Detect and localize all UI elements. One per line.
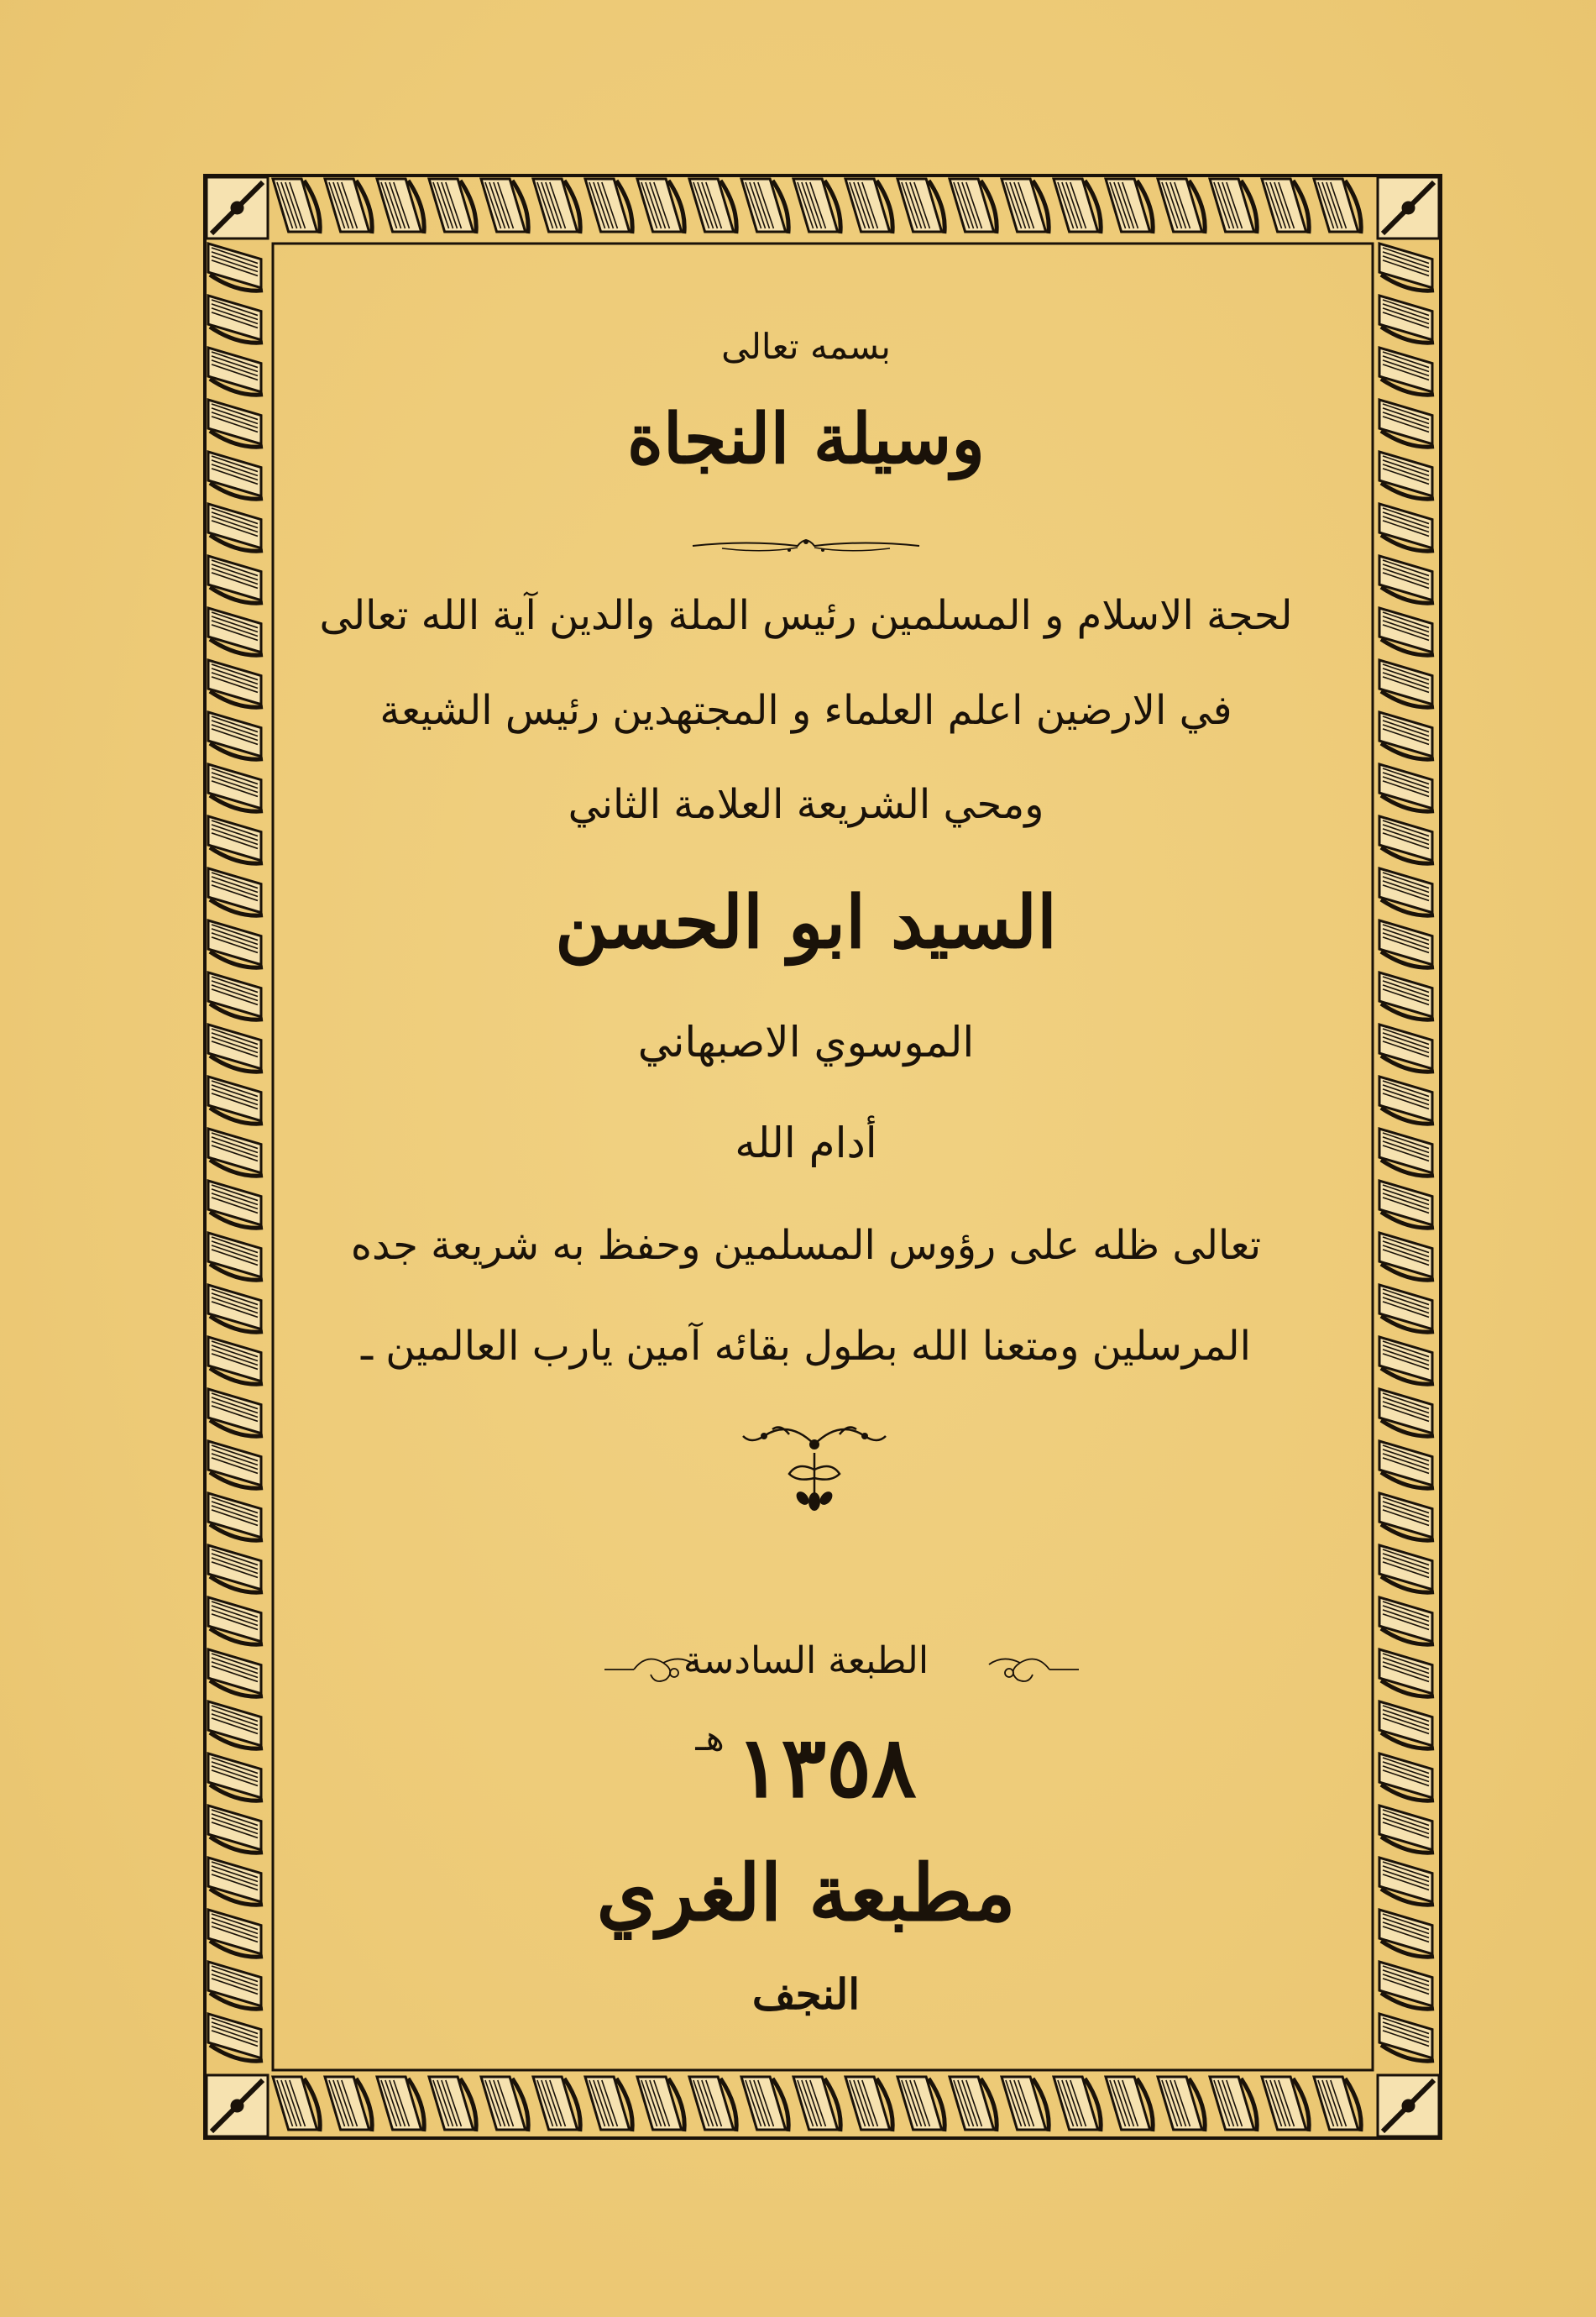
year-number: ١٣٥٨ bbox=[735, 1717, 917, 1816]
title-page bbox=[319, 302, 1293, 2019]
body-line-3: ومحي الشريعة العلامة الثاني bbox=[568, 781, 1044, 828]
invocation: بسمه تعالى bbox=[721, 326, 891, 367]
adam-allah: أدام الله bbox=[735, 1119, 877, 1167]
city-name: النجف bbox=[751, 1969, 861, 2019]
edition-label: الطبعة السادسة bbox=[683, 1639, 929, 1682]
floral-ornament-icon bbox=[739, 1411, 890, 1520]
publication-year bbox=[319, 1717, 1293, 1816]
prayer-line-2: المرسلين ومتعنا الله بطول بقائه آمين يارب العالمين ـ bbox=[360, 1323, 1251, 1370]
book-title: وسيلة النجاة bbox=[626, 399, 986, 480]
prayer-line-1: تعالى ظله على رؤوس المسلمين وحفظ به شريعة جده bbox=[350, 1222, 1262, 1269]
body-line-2: في الارضين اعلم العلماء و المجتهدين رئيس الشيعة bbox=[379, 687, 1232, 734]
hijri-suffix: هـ bbox=[695, 1717, 725, 1759]
author-name: السيد ابو الحسن bbox=[555, 880, 1057, 965]
body-line-1: لحجة الاسلام و المسلمين رئيس الملة والدين آية الله تعالى bbox=[319, 592, 1293, 639]
title-divider-icon bbox=[688, 533, 924, 558]
press-name: مطبعة الغري bbox=[596, 1848, 1016, 1938]
author-nisba: الموسوي الاصبهاني bbox=[637, 1018, 975, 1067]
